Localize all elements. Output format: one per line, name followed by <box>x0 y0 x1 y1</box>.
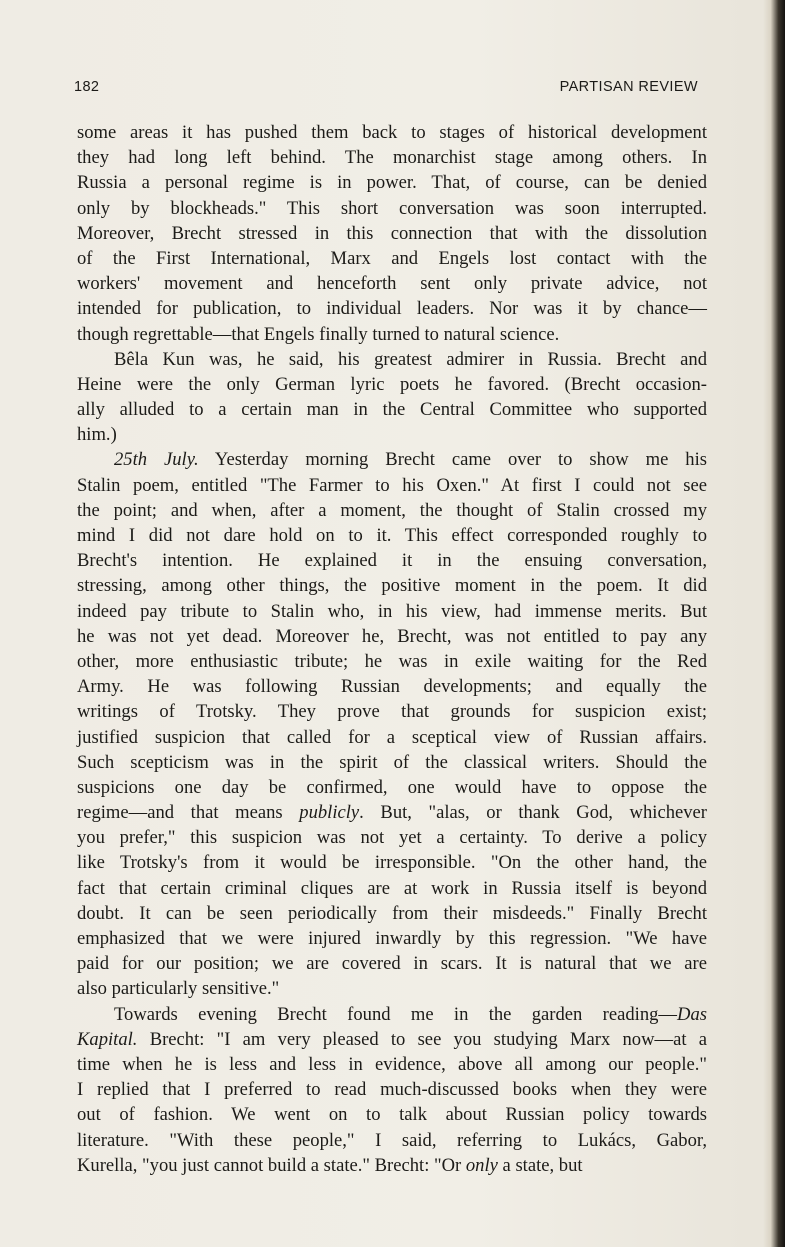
text-run: Heine were the only German lyric poets he favored. (Brecht occasion- <box>77 373 707 395</box>
text-run: literature. "With these people," I said, referring to Lukács, Gabor, <box>77 1129 707 1151</box>
text-line <box>77 447 707 472</box>
text-line <box>77 145 707 170</box>
text-line <box>77 221 707 246</box>
text-run: fact that certain criminal cliques are at work in Russia itself is beyond <box>77 877 707 899</box>
text-line <box>77 775 707 800</box>
journal-title: PARTISAN REVIEW <box>559 79 698 95</box>
text-line <box>77 624 707 649</box>
body-text <box>77 120 707 1178</box>
text-line <box>77 120 707 145</box>
text-run: some areas it has pushed them back to stages of historical development <box>77 122 707 143</box>
text-line <box>77 674 707 699</box>
text-line <box>77 473 707 498</box>
text-run: mind I did not dare hold on to it. This effect corresponded roughly to <box>77 525 707 546</box>
text-line <box>77 599 707 624</box>
text-run: . But, "alas, or thank God, whichever <box>359 802 707 824</box>
text-line <box>77 901 707 926</box>
book-spine-shadow <box>763 0 785 1247</box>
text-line <box>77 170 707 195</box>
text-run: you prefer," this suspicion was not yet a certainty. To derive a policy <box>77 827 707 849</box>
text-line <box>77 800 707 825</box>
text-run: also particularly sensitive." <box>77 978 280 1000</box>
text-run: suspicions one day be confirmed, one would have to oppose the <box>77 776 707 798</box>
text-line <box>77 1102 707 1127</box>
text-run: writings of Trotsky. They prove that grounds for suspicion exist; <box>77 701 707 723</box>
text-line <box>77 976 707 1001</box>
text-run: intended for publication, to individual leaders. Nor was it by chance— <box>77 298 707 320</box>
text-line <box>77 573 707 598</box>
text-run: Yesterday morning Brecht came over to show me his <box>198 449 708 471</box>
text-line <box>77 926 707 951</box>
text-run: justified suspicion that called for a sceptical view of Russian affairs. <box>77 726 707 748</box>
text-run: indeed pay tribute to Stalin who, in his view, had immense merits. But <box>77 600 707 622</box>
text-line <box>77 1002 707 1027</box>
text-run: Such scepticism was in the spirit of the classical writers. Should the <box>77 751 707 773</box>
text-line <box>77 876 707 901</box>
text-line <box>77 246 707 271</box>
text-run: paid for our position; we are covered in scars. It is natural that we are <box>77 953 707 975</box>
text-run: though regrettable—that Engels finally turned to natural science. <box>77 323 560 345</box>
text-run: like Trotsky's from it would be irresponsible. "On the other hand, the <box>77 852 707 874</box>
text-line <box>77 322 707 347</box>
text-run: stressing, among other things, the positive moment in the poem. It did <box>77 575 707 597</box>
text-run: Stalin poem, entitled "The Farmer to his Oxen." At first I could not see <box>77 474 707 496</box>
text-line <box>77 523 707 548</box>
text-run: him.) <box>77 424 117 446</box>
page-number: 182 <box>74 79 100 95</box>
text-run: I replied that I preferred to read much-discussed books when they were <box>77 1079 707 1101</box>
text-run: ally alluded to a certain man in the Central Committee who supported <box>77 399 707 421</box>
text-run: Army. He was following Russian developments; and equally the <box>77 676 707 698</box>
text-run: he was not yet dead. Moreover he, Brecht, was not entitled to pay any <box>77 625 707 647</box>
italic-text: publicly <box>299 802 360 824</box>
text-run: emphasized that we were injured inwardly by this regression. "We have <box>77 928 707 949</box>
text-run: they had long left behind. The monarchist stage among others. In <box>77 147 707 169</box>
text-line <box>77 825 707 850</box>
text-run: Towards evening Brecht found me in the garden reading— <box>114 1003 678 1025</box>
text-run: workers' movement and henceforth sent only private advice, not <box>77 273 707 295</box>
text-line <box>77 1027 707 1052</box>
text-run: Brecht: "I am very pleased to see you studying Marx now—at a <box>137 1028 707 1050</box>
running-header <box>74 79 698 99</box>
text-line <box>77 1128 707 1153</box>
text-line <box>77 1153 707 1178</box>
text-run: other, more enthusiastic tribute; he was in exile waiting for the Red <box>77 650 707 672</box>
italic-text: only <box>465 1154 498 1176</box>
text-run: only by blockheads." This short conversation was soon interrupted. <box>77 197 707 219</box>
text-line <box>77 1052 707 1077</box>
text-line <box>77 498 707 523</box>
text-line <box>77 649 707 674</box>
text-line <box>77 397 707 422</box>
text-line <box>77 296 707 321</box>
text-run: regime—and that means <box>77 802 300 824</box>
text-run: time when he is less and less in evidence, above all among our people." <box>77 1053 707 1075</box>
italic-text: Kapital. <box>77 1028 138 1050</box>
text-line <box>77 725 707 750</box>
text-line <box>77 548 707 573</box>
text-line <box>77 750 707 775</box>
text-run: Kurella, "you just cannot build a state." Brecht: "Or <box>77 1154 466 1176</box>
text-line <box>77 271 707 296</box>
text-line <box>77 1077 707 1102</box>
text-run: Brecht's intention. He explained it in the ensuing conversation, <box>77 550 707 572</box>
text-run: of the First International, Marx and Engels lost contact with the <box>77 247 707 269</box>
italic-text: 25th July. <box>114 449 199 471</box>
text-line <box>77 196 707 221</box>
italic-text: Das <box>677 1003 707 1025</box>
text-line <box>77 951 707 976</box>
text-run: doubt. It can be seen periodically from their misdeeds." Finally Brecht <box>77 902 707 924</box>
text-run: the point; and when, after a moment, the thought of Stalin crossed my <box>77 499 707 521</box>
text-run: Bêla Kun was, he said, his greatest admirer in Russia. Brecht and <box>114 348 707 370</box>
text-run: Russia a personal regime is in power. That, of course, can be denied <box>77 172 707 194</box>
text-run: a state, but <box>497 1154 583 1176</box>
text-line <box>77 372 707 397</box>
text-line <box>77 850 707 875</box>
text-line <box>77 699 707 724</box>
text-run: out of fashion. We went on to talk about Russian policy towards <box>77 1104 707 1126</box>
text-line <box>77 422 707 447</box>
text-run: Moreover, Brecht stressed in this connection that with the dissolution <box>77 222 707 244</box>
text-line <box>77 347 707 372</box>
